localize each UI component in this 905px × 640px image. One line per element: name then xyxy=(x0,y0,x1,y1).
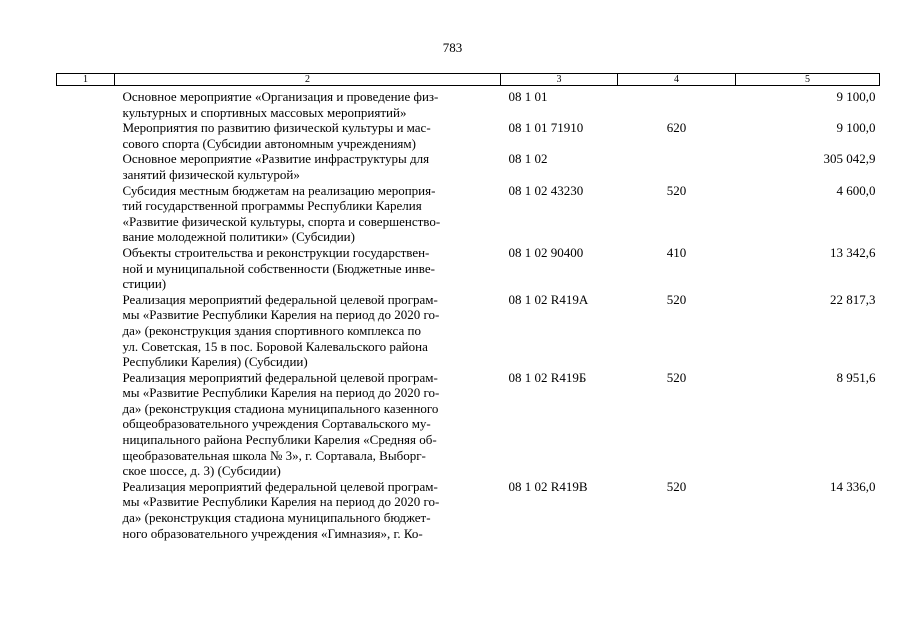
amount-cell: 13 342,6 xyxy=(830,244,876,260)
table-row xyxy=(57,479,880,541)
item-name-line: да» (реконструкция стадиона муниципального казенного xyxy=(122,400,439,416)
amount-cell: 305 042,9 xyxy=(823,151,876,167)
expense-type-cell xyxy=(618,151,736,182)
row-number-cell xyxy=(57,86,115,121)
item-name-cell xyxy=(115,86,501,121)
item-name-line: Реализация мероприятий федеральной целевой програм- xyxy=(122,369,438,385)
target-code-cell: 08 1 02 R419А xyxy=(508,291,589,307)
table-body xyxy=(57,86,880,542)
amount-cell: 14 336,0 xyxy=(830,478,876,494)
item-name-line: Основное мероприятие «Организация и проведение физ- xyxy=(122,89,439,104)
target-code-cell: 08 1 02 R419Б xyxy=(508,369,587,385)
item-name-line: мы «Развитие Республики Карелия на период до 2020 го- xyxy=(122,385,440,401)
item-name-line: «Развитие физической культуры, спорта и совершенство- xyxy=(122,213,441,229)
item-name-line: Основное мероприятие «Развитие инфраструктуры для xyxy=(122,151,430,167)
row-number-cell xyxy=(57,151,115,182)
item-name-cell xyxy=(115,479,501,541)
budget-table xyxy=(56,73,880,541)
item-name-line: ной и муниципальной собственности (Бюджетные инве- xyxy=(122,260,435,276)
amount-cell: 22 817,3 xyxy=(830,291,876,307)
amount-cell: 9 100,0 xyxy=(836,89,876,104)
item-name-line: стиции) xyxy=(122,276,167,292)
target-code-cell: 08 1 02 R419В xyxy=(508,478,588,494)
item-name-line: щеобразовательная школа № 3», г. Сортавала, Выборг- xyxy=(122,447,426,463)
column-header-2: 2 xyxy=(115,74,501,86)
page-number: 783 xyxy=(442,40,463,55)
expense-type-cell: 520 xyxy=(666,291,687,307)
item-name-line: Реализация мероприятий федеральной целевой програм- xyxy=(122,478,438,494)
item-name-line: мы «Развитие Республики Карелия на период до 2020 го- xyxy=(122,307,440,323)
row-number-cell xyxy=(57,370,115,479)
expense-type-cell xyxy=(618,86,736,121)
item-name-line: сового спорта (Субсидии автономным учреждениям) xyxy=(122,135,416,151)
amount-cell: 9 100,0 xyxy=(836,120,876,136)
row-number-cell xyxy=(57,120,115,151)
expense-type-cell: 520 xyxy=(666,369,687,385)
row-number-cell xyxy=(57,292,115,370)
item-name-line: ниципального района Республики Карелия «Средняя об- xyxy=(122,432,437,448)
item-name-line: Объекты строительства и реконструкции государствен- xyxy=(122,244,430,260)
item-name-line: ул. Советская, 15 в пос. Боровой Калевальского района xyxy=(122,338,428,354)
table-row xyxy=(57,120,880,151)
item-name-cell xyxy=(115,183,501,245)
table-row xyxy=(57,292,880,370)
item-name-line: Мероприятия по развитию физической культуры и мас- xyxy=(122,120,431,136)
item-name-cell xyxy=(115,292,501,370)
row-number-cell xyxy=(57,245,115,292)
column-header-1: 1 xyxy=(57,74,115,86)
item-name-cell xyxy=(115,151,501,182)
item-name-line: общеобразовательного учреждения Сортавальского му- xyxy=(122,416,431,432)
item-name-line: да» (реконструкция здания спортивного комплекса по xyxy=(122,322,421,338)
target-code-cell: 08 1 02 xyxy=(508,151,548,167)
item-name-line: ного образовательного учреждения «Гимназия», г. Ко- xyxy=(122,525,423,541)
item-name-cell xyxy=(115,245,501,292)
table-row xyxy=(57,245,880,292)
item-name-line: Субсидия местным бюджетам на реализацию мероприя- xyxy=(122,182,436,198)
table-row xyxy=(57,151,880,182)
item-name-cell xyxy=(115,370,501,479)
expense-type-cell: 410 xyxy=(666,244,687,260)
row-number-cell xyxy=(57,479,115,541)
item-name-line: занятий физической культурой» xyxy=(122,166,300,182)
item-name-line: культурных и спортивных массовых мероприятий» xyxy=(122,104,407,120)
target-code-cell: 08 1 02 90400 xyxy=(508,244,584,260)
item-name-line: ское шоссе, д. 3) (Субсидии) xyxy=(122,463,281,479)
column-header-3: 3 xyxy=(501,74,618,86)
column-header-4: 4 xyxy=(618,74,736,86)
row-number-cell xyxy=(57,183,115,245)
item-name-line: тий государственной программы Республики Карелия xyxy=(122,198,422,214)
item-name-line: мы «Развитие Республики Карелия на период до 2020 го- xyxy=(122,494,440,510)
target-code-cell: 08 1 01 71910 xyxy=(508,120,584,136)
target-code-cell: 08 1 01 xyxy=(508,89,548,104)
expense-type-cell: 620 xyxy=(666,120,687,136)
column-number-row xyxy=(57,74,880,86)
expense-type-cell: 520 xyxy=(666,182,687,198)
item-name-cell xyxy=(115,120,501,151)
table-row xyxy=(57,86,880,121)
item-name-line: Республики Карелия) (Субсидии) xyxy=(122,354,308,370)
item-name-line: Реализация мероприятий федеральной целевой програм- xyxy=(122,291,438,307)
amount-cell: 4 600,0 xyxy=(836,182,876,198)
expense-type-cell: 520 xyxy=(666,478,687,494)
table-row xyxy=(57,183,880,245)
table-row xyxy=(57,370,880,479)
item-name-line: вание молодежной политики» (Субсидии) xyxy=(122,229,355,245)
item-name-line: да» (реконструкция стадиона муниципального бюджет- xyxy=(122,510,431,526)
column-header-5: 5 xyxy=(736,74,880,86)
target-code-cell: 08 1 02 43230 xyxy=(508,182,584,198)
amount-cell: 8 951,6 xyxy=(836,369,876,385)
